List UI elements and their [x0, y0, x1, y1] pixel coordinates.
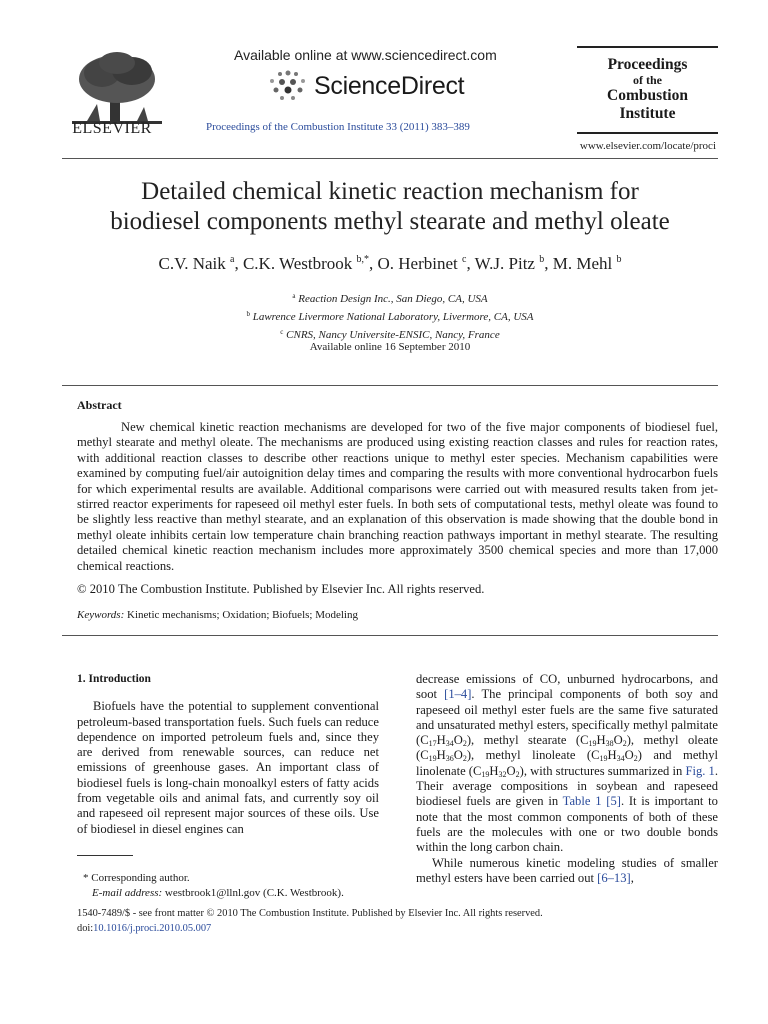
section-heading-introduction: 1. Introduction	[77, 673, 151, 685]
affiliation	[62, 307, 718, 325]
sciencedirect-wordmark: ScienceDirect	[314, 72, 465, 100]
citation-link[interactable]: [6–13]	[597, 870, 631, 885]
author-name: O. Herbinet	[377, 254, 458, 273]
footnote-text: Corresponding author.	[91, 872, 190, 884]
author-affil-sup[interactable]: a	[230, 254, 235, 265]
affiliation	[62, 289, 718, 307]
left-column	[77, 672, 379, 837]
available-online-text[interactable]: Available online at www.sciencedirect.com	[234, 47, 497, 63]
author-name: M. Mehl	[552, 254, 613, 273]
journal-url-link[interactable]: www.elsevier.com/locate/proci	[579, 140, 716, 152]
affiliation-text: CNRS, Nancy Universite-ENSIC, Nancy, France	[286, 329, 500, 341]
keywords-text: Kinetic mechanisms; Oxidation; Biofuels; Modeling	[127, 609, 358, 621]
intro-paragraph-3: While numerous kinetic modeling studies of smaller methyl esters have been carried out [6–13],	[416, 855, 718, 885]
abstract-divider	[62, 385, 718, 386]
body-divider	[62, 635, 718, 636]
citation-link[interactable]: [1–4]	[444, 687, 472, 702]
elsevier-wordmark: ELSEVIER	[72, 120, 152, 137]
table-link[interactable]: Table 1	[562, 794, 602, 809]
affiliation-sup: b	[246, 310, 250, 318]
abstract-body: New chemical kinetic reaction mechanisms are developed for two of the five major components of biodiesel fuel, methyl stearate and methyl oleate. The mechanisms are produced using existing reaction classes and rules for reaction rates, with additional reaction classes to describe other reactions unique to methyl ester species. Mechanism capabilities were examined by computing fuel/air autoignition delay times and comparing the results with more conventional hydrocarbon fuels for which experimental results are available. Additional comparisons were carried out with measured results taken from jet-stirred reactor experiments for rapeseed oil methyl ester fuels. In both sets of computational tests, methyl oleate was found to be slightly less reactive than methyl stearate, and an explanation of this observation is made showing that the double bond in methyl oleate inhibits certain low temperature chain branching reaction pathways important in methyl stearate. The resulting detailed chemical kinetic reaction mechanism includes more approximately 3500 chemical species and more than 17,000 chemical reactions.	[77, 420, 718, 573]
article-title	[62, 177, 718, 237]
author-name: C.V. Naik	[158, 254, 226, 273]
abstract-copyright: © 2010 The Combustion Institute. Published by Elsevier Inc. All rights reserved.	[77, 582, 485, 596]
affiliation-text: Reaction Design Inc., San Diego, CA, USA	[298, 293, 488, 305]
header-divider	[62, 158, 718, 159]
author-list: C.V. Naik $^a$, C.K. Westbrook $^{b,*}$, O. Herbinet $^c$, W.J. Pitz $^b$, M. Mehl $^b$	[158, 254, 622, 273]
issn-line: 1540-7489/$ - see front matter © 2010 The Combustion Institute. Published by Elsevier Inc. All rights reserved.	[77, 908, 543, 919]
journal-box-line4: Institute	[619, 105, 676, 122]
citation-link[interactable]: [5]	[606, 794, 621, 809]
author-name: C.K. Westbrook	[242, 254, 353, 273]
footnote-marker: *	[83, 872, 89, 884]
email-link[interactable]: westbrook1@llnl.gov (C.K. Westbrook).	[164, 887, 344, 899]
sciencedirect-dots-icon	[262, 68, 312, 104]
affiliation-text: Lawrence Livermore National Laboratory, Livermore, CA, USA	[252, 311, 534, 323]
journal-box-line1: Proceedings	[607, 56, 688, 73]
journal-box-line3: Combustion	[607, 87, 688, 104]
author-affil-sup[interactable]: c	[462, 254, 467, 265]
right-column	[416, 672, 718, 886]
affiliation-list	[62, 289, 718, 343]
author-affil-sup[interactable]: b	[616, 254, 622, 265]
journal-box-line2: of the	[633, 73, 662, 87]
intro-paragraph-2: decrease emissions of CO, unburned hydrocarbons, and soot [1–4]. The principal components of both soy and rapeseed oil methyl ester fuels are the same five saturated and unsaturated methyl esters, specifically methyl palmitate $(C_{17}H_{34}O_2)$, methyl stearate $(C_{19}H_{38}O_2)$, methyl oleate $(C_{19}H_{36}O_2)$, methyl linoleate $(C_{19}H_{34}O_2)$ and methyl linolenate $(C_{19}H_{32}O_2)$, with structures summarized in Fig. 1. Their average compositions in soybean and rapeseed biodiesel fuels are given in Table 1 [5]. It is important to note that the most common components of both of these fuels are the molecules with one or two double bonds within the long carbon chain.	[416, 672, 719, 855]
keywords-line	[77, 609, 358, 621]
corresponding-author-footnote	[77, 871, 379, 901]
intro-paragraph-1: Biofuels have the potential to supplement conventional petroleum-based transportation fuels. Such fuels can reduce dependence on imported petroleum fuels and, since they are derived from renewable sources, can reduce net emissions of greenhouse gases. An important class of biodiesel fuels is long-chain monoalkyl esters of fatty acids from vegetable oils and animal fats, and currently soy oil and rapeseed oil represent major sources of these oils. Use of biodiesel in diesel engines can	[77, 699, 379, 836]
footnote-divider	[77, 855, 133, 856]
doi-label: doi:	[77, 922, 94, 934]
page-footer	[77, 907, 718, 936]
affiliation-sup: a	[292, 292, 296, 300]
doi-link[interactable]: 10.1016/j.proci.2010.05.007	[93, 922, 212, 934]
journal-title-box	[577, 46, 718, 134]
title-line-1: Detailed chemical kinetic reaction mechanism for	[141, 178, 639, 205]
author-affil-sup[interactable]: b,*	[356, 254, 369, 265]
abstract-heading: Abstract	[77, 398, 122, 412]
author-name: W.J. Pitz	[474, 254, 535, 273]
figure-link[interactable]: Fig. 1	[685, 763, 715, 778]
title-line-2: biodiesel components methyl stearate and methyl oleate	[110, 208, 670, 235]
email-label: E-mail address:	[92, 887, 163, 899]
available-online-date: Available online 16 September 2010	[309, 341, 471, 353]
author-affil-sup[interactable]: b	[539, 254, 545, 265]
journal-reference-link[interactable]: Proceedings of the Combustion Institute 33 (2011) 383–389	[206, 121, 470, 133]
keywords-label: Keywords:	[77, 609, 125, 621]
affiliation-sup: c	[280, 328, 284, 336]
doi-line	[77, 922, 718, 937]
